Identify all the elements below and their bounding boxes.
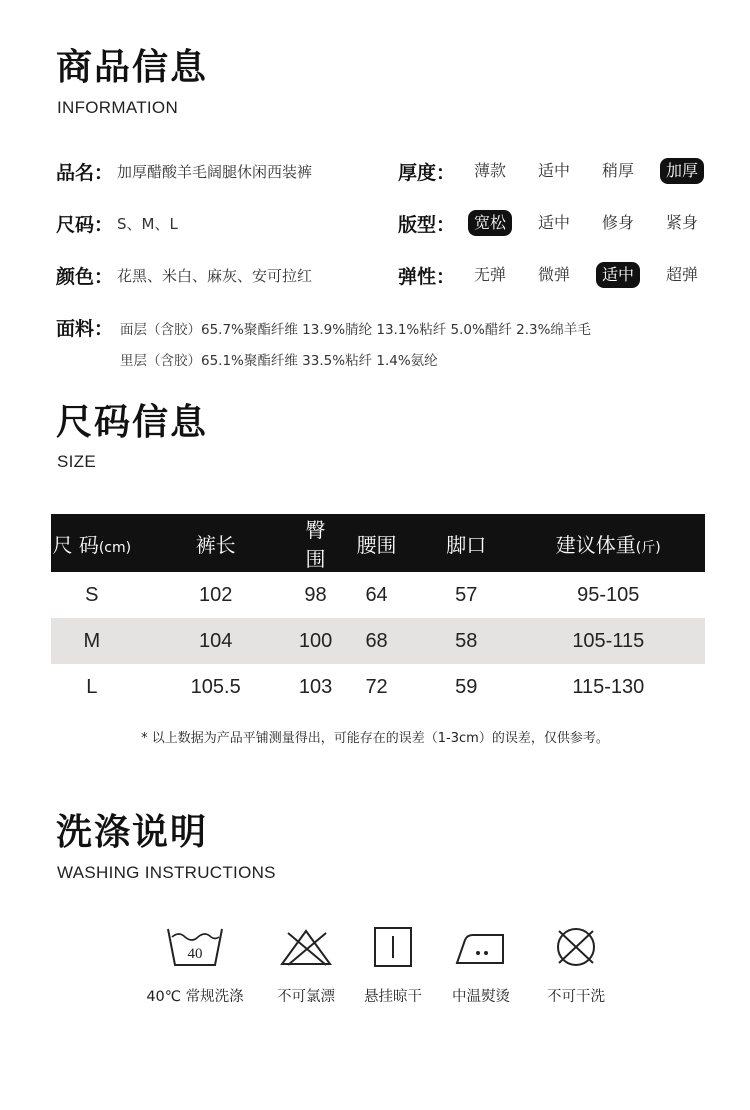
washing-title: 洗涤说明 [56, 812, 209, 853]
header-weight: 建议体重(斤) [512, 514, 705, 572]
table-cell: 102 [199, 583, 233, 606]
washing-subtitle: WASHING INSTRUCTIONS [57, 863, 276, 882]
table-cell: 58 [421, 618, 512, 664]
table-cell: 115-130 [572, 675, 645, 698]
table-cell: 104 [133, 618, 299, 664]
table-cell: 105-115 [512, 618, 705, 664]
product-name-row [56, 156, 312, 186]
table-cell: S [85, 583, 99, 606]
iron-medium-icon [451, 925, 511, 969]
thickness-row [398, 156, 455, 186]
table-cell: 98 [304, 583, 327, 606]
fit-option: 宽松 [468, 210, 512, 236]
size-info-subtitle: SIZE [57, 452, 96, 471]
iron-item [431, 925, 531, 1006]
table-cell: 95-105 [577, 583, 640, 606]
elasticity-row [398, 260, 455, 290]
thickness-option: 适中 [537, 161, 570, 180]
size-info-title: 尺码信息 [56, 402, 209, 443]
table-cell: 68 [332, 618, 421, 664]
fit-option: 适中 [537, 213, 570, 232]
fit-label: 版型： [398, 213, 456, 236]
no-dry-clean-item [526, 925, 626, 1006]
size-label: 尺码： [56, 213, 114, 236]
color-label: 颜色： [56, 265, 114, 288]
header-hip: 臀围 [299, 514, 332, 572]
elasticity-option: 无弹 [473, 265, 506, 284]
table-cell: 72 [365, 675, 388, 698]
table-row [51, 618, 705, 664]
thickness-option: 稍厚 [601, 161, 634, 180]
size-row [56, 208, 178, 238]
fabric-row [56, 312, 113, 342]
product-name-value: 加厚醋酸羊毛阔腿休闲西装裤 [117, 162, 313, 181]
size-table-header [51, 514, 705, 572]
fabric-outer-layer: 面层（含胶）65.7%聚酯纤维 13.9%腈纶 13.1%粘纤 5.0%醋纤 2.3%绵羊毛 [120, 322, 591, 338]
table-cell: M [51, 618, 133, 664]
wash-tub-40-icon [165, 925, 225, 969]
header-waist: 腰围 [332, 514, 421, 572]
product-info-title: 商品信息 [56, 47, 209, 88]
wash-caption: 不可氯漂 [277, 989, 335, 1005]
fit-option: 紧身 [665, 213, 698, 232]
product-name-label: 品名： [56, 161, 114, 184]
thickness-label: 厚度： [398, 161, 456, 184]
no-bleach-icon [276, 925, 336, 969]
wash-40-item [145, 925, 245, 1006]
fit-row [398, 208, 455, 238]
no-dry-clean-icon [546, 925, 606, 969]
measurement-note: * 以上数据为产品平铺测量得出，可能存在的误差（1-3cm）的误差，仅供参考。 [141, 731, 609, 746]
fabric-label: 面料： [56, 317, 114, 340]
header-size: 尺 码(cm) [51, 514, 133, 572]
table-row [51, 572, 705, 618]
elasticity-scale [458, 260, 714, 290]
header-hem: 脚口 [421, 514, 512, 572]
fit-option: 修身 [601, 213, 634, 232]
product-info-subtitle: INFORMATION [57, 98, 179, 117]
no-bleach-item [256, 925, 356, 1006]
elasticity-option: 适中 [596, 262, 640, 288]
thickness-option: 薄款 [473, 161, 506, 180]
wash-caption: 不可干洗 [547, 989, 605, 1005]
table-cell: 57 [455, 583, 478, 606]
table-row [51, 664, 705, 710]
hang-dry-item [343, 925, 443, 1006]
wash-caption: 40℃ 常规洗涤 [146, 989, 244, 1005]
size-value: S、M、L [117, 214, 178, 233]
table-cell: 103 [298, 675, 333, 698]
fit-scale [458, 208, 714, 238]
thickness-scale [458, 156, 714, 186]
table-cell: L [86, 675, 98, 698]
fabric-inner-layer: 里层（含胶）65.1%聚酯纤维 33.5%粘纤 1.4%氨纶 [120, 353, 438, 369]
wash-caption: 悬挂晾干 [364, 989, 422, 1005]
hang-dry-icon [363, 925, 423, 969]
thickness-option: 加厚 [660, 158, 704, 184]
wash-caption: 中温熨烫 [452, 989, 510, 1005]
color-row [56, 260, 312, 290]
svg-text:40: 40 [187, 946, 203, 962]
color-value: 花黑、米白、麻灰、安可拉红 [117, 266, 313, 285]
elasticity-label: 弹性： [398, 265, 456, 288]
header-length: 裤长 [133, 514, 299, 572]
table-cell: 64 [365, 583, 388, 606]
table-cell: 59 [455, 675, 478, 698]
elasticity-option: 微弹 [537, 265, 570, 284]
size-table [51, 514, 705, 710]
elasticity-option: 超弹 [665, 265, 698, 284]
table-cell: 100 [299, 618, 332, 664]
table-cell: 105.5 [190, 675, 241, 698]
